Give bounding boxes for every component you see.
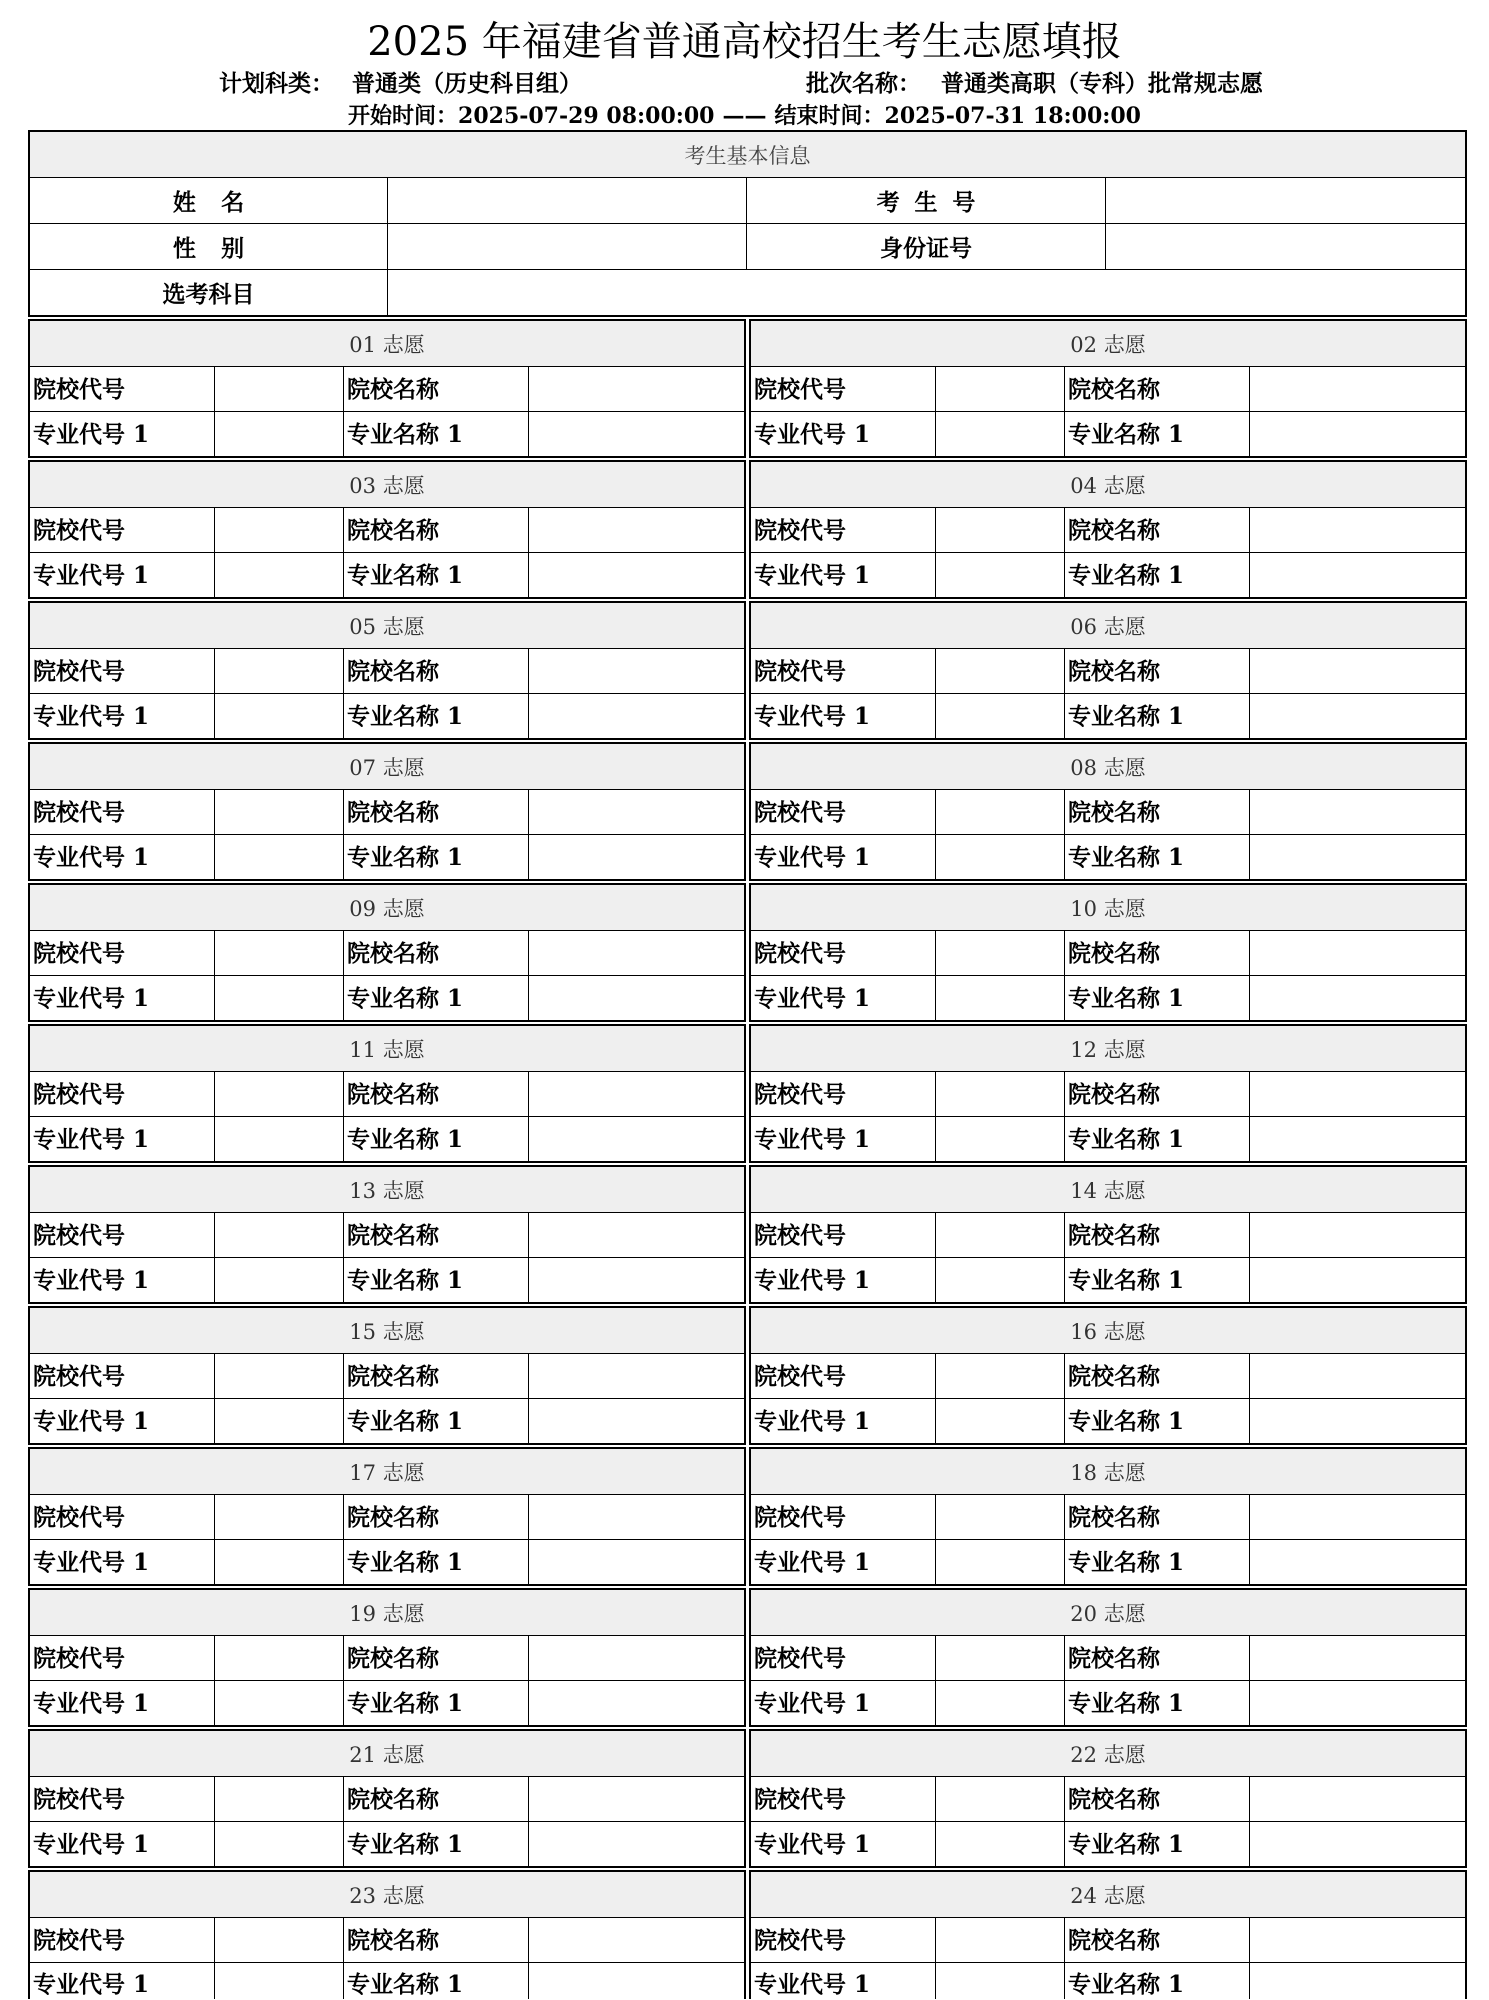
major-code-label: 专业代号 1 bbox=[30, 1822, 214, 1866]
major-name-label: 专业名称 1 bbox=[344, 412, 528, 456]
major-name-label: 专业名称 1 bbox=[1065, 835, 1249, 879]
major-code-field bbox=[215, 835, 343, 879]
major-name-label: 专业名称 1 bbox=[1065, 1681, 1249, 1725]
major-name-label: 专业名称 1 bbox=[1065, 694, 1249, 738]
wish-title: 03 志愿 bbox=[30, 462, 744, 507]
time-range-line bbox=[0, 102, 1489, 130]
school-code-label: 院校代号 bbox=[30, 1777, 214, 1821]
school-name-field bbox=[529, 1495, 744, 1539]
major-code-field bbox=[215, 694, 343, 738]
subjects-label: 选考科目 bbox=[30, 270, 387, 315]
wish-title: 07 志愿 bbox=[30, 744, 744, 789]
school-code-label: 院校代号 bbox=[751, 1072, 935, 1116]
school-code-label: 院校代号 bbox=[751, 1636, 935, 1680]
school-code-field bbox=[215, 367, 343, 411]
school-code-label: 院校代号 bbox=[751, 367, 935, 411]
school-code-field bbox=[936, 790, 1064, 834]
major-name-field bbox=[1250, 1681, 1465, 1725]
school-name-label: 院校名称 bbox=[344, 1354, 528, 1398]
exam-number-field bbox=[1106, 178, 1465, 223]
school-code-field bbox=[936, 1072, 1064, 1116]
wish-title: 10 志愿 bbox=[751, 885, 1465, 930]
wish-block-16 bbox=[749, 1306, 1467, 1445]
major-name-field bbox=[1250, 1540, 1465, 1584]
school-name-field bbox=[1250, 1636, 1465, 1680]
wish-title: 16 志愿 bbox=[751, 1308, 1465, 1353]
major-name-field bbox=[529, 1117, 744, 1161]
school-code-field bbox=[936, 1495, 1064, 1539]
major-code-label: 专业代号 1 bbox=[30, 1540, 214, 1584]
major-name-label: 专业名称 1 bbox=[344, 694, 528, 738]
major-code-field bbox=[215, 1822, 343, 1866]
school-name-field bbox=[529, 367, 744, 411]
major-code-label: 专业代号 1 bbox=[30, 1681, 214, 1725]
wish-block-21 bbox=[28, 1729, 746, 1868]
major-name-field bbox=[1250, 1399, 1465, 1443]
major-code-field bbox=[936, 835, 1064, 879]
wish-title: 18 志愿 bbox=[751, 1449, 1465, 1494]
school-name-label: 院校名称 bbox=[1065, 790, 1249, 834]
major-code-label: 专业代号 1 bbox=[30, 1963, 214, 1999]
school-code-label: 院校代号 bbox=[751, 508, 935, 552]
wish-title: 22 志愿 bbox=[751, 1731, 1465, 1776]
major-code-field bbox=[936, 1540, 1064, 1584]
wish-block-03 bbox=[28, 460, 746, 599]
school-name-label: 院校名称 bbox=[1065, 1354, 1249, 1398]
school-name-label: 院校名称 bbox=[344, 508, 528, 552]
major-name-field bbox=[1250, 553, 1465, 597]
wish-title: 13 志愿 bbox=[30, 1167, 744, 1212]
school-name-label: 院校名称 bbox=[344, 649, 528, 693]
start-time-value: 2025-07-29 08:00:00 bbox=[458, 103, 715, 129]
wish-title: 08 志愿 bbox=[751, 744, 1465, 789]
major-name-label: 专业名称 1 bbox=[1065, 1822, 1249, 1866]
school-code-field bbox=[215, 1354, 343, 1398]
wish-block-20 bbox=[749, 1588, 1467, 1727]
major-code-label: 专业代号 1 bbox=[30, 553, 214, 597]
school-code-label: 院校代号 bbox=[30, 1354, 214, 1398]
major-name-field bbox=[529, 1681, 744, 1725]
school-code-label: 院校代号 bbox=[30, 1213, 214, 1257]
plan-category-value: 普通类（历史科目组） bbox=[352, 70, 582, 97]
major-code-label: 专业代号 1 bbox=[30, 1399, 214, 1443]
wish-block-01 bbox=[28, 319, 746, 458]
major-name-field bbox=[529, 1258, 744, 1302]
school-name-label: 院校名称 bbox=[344, 1213, 528, 1257]
school-name-field bbox=[529, 1918, 744, 1962]
gender-label: 性 别 bbox=[30, 224, 387, 269]
wish-block-24 bbox=[749, 1870, 1467, 1999]
major-name-field bbox=[529, 1540, 744, 1584]
wish-block-19 bbox=[28, 1588, 746, 1727]
school-name-label: 院校名称 bbox=[1065, 1777, 1249, 1821]
school-name-field bbox=[1250, 1495, 1465, 1539]
end-time-value: 2025-07-31 18:00:00 bbox=[884, 103, 1141, 129]
major-code-label: 专业代号 1 bbox=[30, 1258, 214, 1302]
major-code-label: 专业代号 1 bbox=[30, 1117, 214, 1161]
school-code-field bbox=[936, 1354, 1064, 1398]
id-number-field bbox=[1106, 224, 1465, 269]
school-code-field bbox=[936, 1777, 1064, 1821]
school-code-field bbox=[215, 649, 343, 693]
major-code-label: 专业代号 1 bbox=[751, 976, 935, 1020]
major-code-label: 专业代号 1 bbox=[30, 835, 214, 879]
exam-number-label: 考 生 号 bbox=[747, 178, 1105, 223]
major-name-label: 专业名称 1 bbox=[1065, 1540, 1249, 1584]
school-code-label: 院校代号 bbox=[30, 367, 214, 411]
school-code-field bbox=[215, 1918, 343, 1962]
start-time-label: 开始时间： bbox=[348, 103, 459, 129]
wish-block-13 bbox=[28, 1165, 746, 1304]
school-code-label: 院校代号 bbox=[751, 790, 935, 834]
major-code-field bbox=[215, 976, 343, 1020]
major-code-field bbox=[936, 976, 1064, 1020]
major-code-label: 专业代号 1 bbox=[751, 1540, 935, 1584]
school-code-label: 院校代号 bbox=[751, 1354, 935, 1398]
major-name-label: 专业名称 1 bbox=[344, 1540, 528, 1584]
wish-title: 02 志愿 bbox=[751, 321, 1465, 366]
school-name-label: 院校名称 bbox=[344, 1495, 528, 1539]
school-name-label: 院校名称 bbox=[1065, 1213, 1249, 1257]
batch-value: 普通类高职（专科）批常规志愿 bbox=[941, 70, 1263, 97]
wish-title: 11 志愿 bbox=[30, 1026, 744, 1071]
major-code-field bbox=[936, 694, 1064, 738]
major-name-field bbox=[1250, 835, 1465, 879]
major-code-label: 专业代号 1 bbox=[751, 1963, 935, 1999]
major-name-label: 专业名称 1 bbox=[1065, 412, 1249, 456]
wish-block-08 bbox=[749, 742, 1467, 881]
major-code-label: 专业代号 1 bbox=[751, 1258, 935, 1302]
wish-block-17 bbox=[28, 1447, 746, 1586]
wish-block-04 bbox=[749, 460, 1467, 599]
school-name-label: 院校名称 bbox=[1065, 1918, 1249, 1962]
major-name-label: 专业名称 1 bbox=[344, 1258, 528, 1302]
major-code-label: 专业代号 1 bbox=[751, 412, 935, 456]
wish-block-12 bbox=[749, 1024, 1467, 1163]
wish-title: 21 志愿 bbox=[30, 1731, 744, 1776]
school-code-field bbox=[936, 931, 1064, 975]
major-code-label: 专业代号 1 bbox=[751, 1681, 935, 1725]
major-code-label: 专业代号 1 bbox=[751, 835, 935, 879]
school-code-label: 院校代号 bbox=[751, 1777, 935, 1821]
school-name-label: 院校名称 bbox=[344, 1777, 528, 1821]
school-name-field bbox=[1250, 1918, 1465, 1962]
major-name-field bbox=[529, 1399, 744, 1443]
wish-grid bbox=[28, 319, 1467, 1999]
time-separator: —— bbox=[722, 103, 767, 129]
school-name-label: 院校名称 bbox=[1065, 649, 1249, 693]
major-name-label: 专业名称 1 bbox=[1065, 1963, 1249, 1999]
major-name-label: 专业名称 1 bbox=[344, 976, 528, 1020]
gender-field bbox=[388, 224, 746, 269]
school-code-field bbox=[215, 1777, 343, 1821]
school-code-label: 院校代号 bbox=[30, 649, 214, 693]
school-name-field bbox=[1250, 649, 1465, 693]
school-code-label: 院校代号 bbox=[30, 1072, 214, 1116]
school-name-field bbox=[1250, 367, 1465, 411]
major-code-field bbox=[215, 1399, 343, 1443]
major-code-label: 专业代号 1 bbox=[751, 1117, 935, 1161]
wish-block-06 bbox=[749, 601, 1467, 740]
school-code-label: 院校代号 bbox=[30, 508, 214, 552]
major-code-label: 专业代号 1 bbox=[751, 694, 935, 738]
major-name-label: 专业名称 1 bbox=[344, 1963, 528, 1999]
basic-info-table bbox=[28, 130, 1467, 317]
batch-label: 批次名称： bbox=[806, 70, 921, 97]
wish-block-10 bbox=[749, 883, 1467, 1022]
major-name-label: 专业名称 1 bbox=[344, 835, 528, 879]
school-code-field bbox=[215, 1495, 343, 1539]
school-name-field bbox=[529, 1777, 744, 1821]
id-number-label: 身份证号 bbox=[747, 224, 1105, 269]
major-code-label: 专业代号 1 bbox=[30, 694, 214, 738]
major-code-field bbox=[215, 1117, 343, 1161]
major-name-field bbox=[1250, 1963, 1465, 1999]
wish-title: 12 志愿 bbox=[751, 1026, 1465, 1071]
school-name-field bbox=[1250, 1354, 1465, 1398]
school-name-label: 院校名称 bbox=[344, 367, 528, 411]
wish-block-09 bbox=[28, 883, 746, 1022]
major-name-field bbox=[1250, 412, 1465, 456]
subjects-field bbox=[388, 270, 1465, 315]
school-code-field bbox=[215, 790, 343, 834]
major-name-field bbox=[1250, 694, 1465, 738]
major-code-label: 专业代号 1 bbox=[30, 412, 214, 456]
school-code-label: 院校代号 bbox=[30, 931, 214, 975]
school-code-field bbox=[215, 1213, 343, 1257]
school-code-label: 院校代号 bbox=[30, 790, 214, 834]
major-name-label: 专业名称 1 bbox=[1065, 976, 1249, 1020]
major-name-label: 专业名称 1 bbox=[344, 1117, 528, 1161]
school-code-field bbox=[936, 1918, 1064, 1962]
school-name-label: 院校名称 bbox=[344, 1072, 528, 1116]
school-code-label: 院校代号 bbox=[751, 1918, 935, 1962]
name-label: 姓 名 bbox=[30, 178, 387, 223]
wish-title: 19 志愿 bbox=[30, 1590, 744, 1635]
major-name-field bbox=[529, 412, 744, 456]
major-code-field bbox=[936, 1681, 1064, 1725]
wish-block-15 bbox=[28, 1306, 746, 1445]
wish-title: 23 志愿 bbox=[30, 1872, 744, 1917]
school-name-label: 院校名称 bbox=[1065, 508, 1249, 552]
school-code-label: 院校代号 bbox=[30, 1495, 214, 1539]
major-name-field bbox=[529, 835, 744, 879]
school-name-field bbox=[529, 1636, 744, 1680]
school-name-field bbox=[1250, 1072, 1465, 1116]
school-name-field bbox=[1250, 790, 1465, 834]
wish-block-07 bbox=[28, 742, 746, 881]
school-name-label: 院校名称 bbox=[1065, 1072, 1249, 1116]
school-name-field bbox=[529, 649, 744, 693]
end-time-label: 结束时间： bbox=[774, 103, 885, 129]
major-name-label: 专业名称 1 bbox=[1065, 1117, 1249, 1161]
school-name-label: 院校名称 bbox=[1065, 367, 1249, 411]
major-name-field bbox=[1250, 976, 1465, 1020]
wish-title: 24 志愿 bbox=[751, 1872, 1465, 1917]
school-name-label: 院校名称 bbox=[344, 1918, 528, 1962]
major-name-field bbox=[1250, 1258, 1465, 1302]
major-code-label: 专业代号 1 bbox=[751, 553, 935, 597]
major-code-label: 专业代号 1 bbox=[751, 1822, 935, 1866]
wish-title: 15 志愿 bbox=[30, 1308, 744, 1353]
school-name-field bbox=[1250, 931, 1465, 975]
major-name-label: 专业名称 1 bbox=[344, 1399, 528, 1443]
major-name-label: 专业名称 1 bbox=[1065, 553, 1249, 597]
wish-title: 17 志愿 bbox=[30, 1449, 744, 1494]
wish-title: 09 志愿 bbox=[30, 885, 744, 930]
school-code-field bbox=[215, 1636, 343, 1680]
name-field bbox=[388, 178, 746, 223]
school-code-label: 院校代号 bbox=[751, 1213, 935, 1257]
school-code-field bbox=[936, 508, 1064, 552]
major-name-field bbox=[529, 553, 744, 597]
school-name-field bbox=[1250, 1213, 1465, 1257]
major-name-label: 专业名称 1 bbox=[1065, 1258, 1249, 1302]
school-name-label: 院校名称 bbox=[1065, 1636, 1249, 1680]
school-name-field bbox=[529, 790, 744, 834]
major-name-field bbox=[1250, 1117, 1465, 1161]
wish-title: 05 志愿 bbox=[30, 603, 744, 648]
major-code-label: 专业代号 1 bbox=[30, 976, 214, 1020]
school-code-field bbox=[215, 931, 343, 975]
school-code-field bbox=[215, 508, 343, 552]
plan-category-label: 计划科类： bbox=[219, 70, 334, 97]
school-code-field bbox=[936, 367, 1064, 411]
major-name-label: 专业名称 1 bbox=[344, 1822, 528, 1866]
major-code-field bbox=[936, 1258, 1064, 1302]
school-name-field bbox=[529, 1072, 744, 1116]
major-name-field bbox=[529, 694, 744, 738]
school-name-field bbox=[1250, 1777, 1465, 1821]
major-name-field bbox=[529, 1963, 744, 1999]
major-code-field bbox=[215, 1681, 343, 1725]
major-name-label: 专业名称 1 bbox=[1065, 1399, 1249, 1443]
wish-title: 20 志愿 bbox=[751, 1590, 1465, 1635]
wish-title: 01 志愿 bbox=[30, 321, 744, 366]
school-name-field bbox=[529, 508, 744, 552]
form-title: 2025 年福建省普通高校招生考生志愿填报 bbox=[367, 19, 1122, 65]
major-name-field bbox=[529, 976, 744, 1020]
wish-title: 06 志愿 bbox=[751, 603, 1465, 648]
school-name-field bbox=[529, 931, 744, 975]
school-name-field bbox=[529, 1213, 744, 1257]
school-code-label: 院校代号 bbox=[751, 649, 935, 693]
school-name-label: 院校名称 bbox=[344, 931, 528, 975]
basic-info-section-title: 考生基本信息 bbox=[30, 132, 1465, 177]
major-code-field bbox=[215, 412, 343, 456]
major-code-field bbox=[936, 553, 1064, 597]
school-code-label: 院校代号 bbox=[751, 931, 935, 975]
major-code-field bbox=[936, 1117, 1064, 1161]
school-code-field bbox=[215, 1072, 343, 1116]
major-name-field bbox=[1250, 1822, 1465, 1866]
major-code-field bbox=[936, 1963, 1064, 1999]
wish-block-02 bbox=[749, 319, 1467, 458]
major-code-field bbox=[215, 1963, 343, 1999]
wish-block-11 bbox=[28, 1024, 746, 1163]
wish-block-22 bbox=[749, 1729, 1467, 1868]
school-name-field bbox=[1250, 508, 1465, 552]
major-code-field bbox=[215, 1258, 343, 1302]
major-code-label: 专业代号 1 bbox=[751, 1399, 935, 1443]
major-name-label: 专业名称 1 bbox=[344, 1681, 528, 1725]
wish-block-14 bbox=[749, 1165, 1467, 1304]
school-code-field bbox=[936, 1636, 1064, 1680]
major-code-field bbox=[936, 1399, 1064, 1443]
school-code-label: 院校代号 bbox=[30, 1918, 214, 1962]
major-name-label: 专业名称 1 bbox=[344, 553, 528, 597]
wish-block-18 bbox=[749, 1447, 1467, 1586]
major-code-field bbox=[936, 1822, 1064, 1866]
school-name-label: 院校名称 bbox=[1065, 1495, 1249, 1539]
major-code-field bbox=[215, 553, 343, 597]
wish-title: 04 志愿 bbox=[751, 462, 1465, 507]
wish-block-23 bbox=[28, 1870, 746, 1999]
major-code-field bbox=[215, 1540, 343, 1584]
major-name-field bbox=[529, 1822, 744, 1866]
school-code-field bbox=[936, 649, 1064, 693]
school-name-label: 院校名称 bbox=[344, 790, 528, 834]
school-code-label: 院校代号 bbox=[751, 1495, 935, 1539]
school-code-field bbox=[936, 1213, 1064, 1257]
school-code-label: 院校代号 bbox=[30, 1636, 214, 1680]
school-name-label: 院校名称 bbox=[344, 1636, 528, 1680]
school-name-label: 院校名称 bbox=[1065, 931, 1249, 975]
wish-title: 14 志愿 bbox=[751, 1167, 1465, 1212]
major-code-field bbox=[936, 412, 1064, 456]
wish-block-05 bbox=[28, 601, 746, 740]
school-name-field bbox=[529, 1354, 744, 1398]
